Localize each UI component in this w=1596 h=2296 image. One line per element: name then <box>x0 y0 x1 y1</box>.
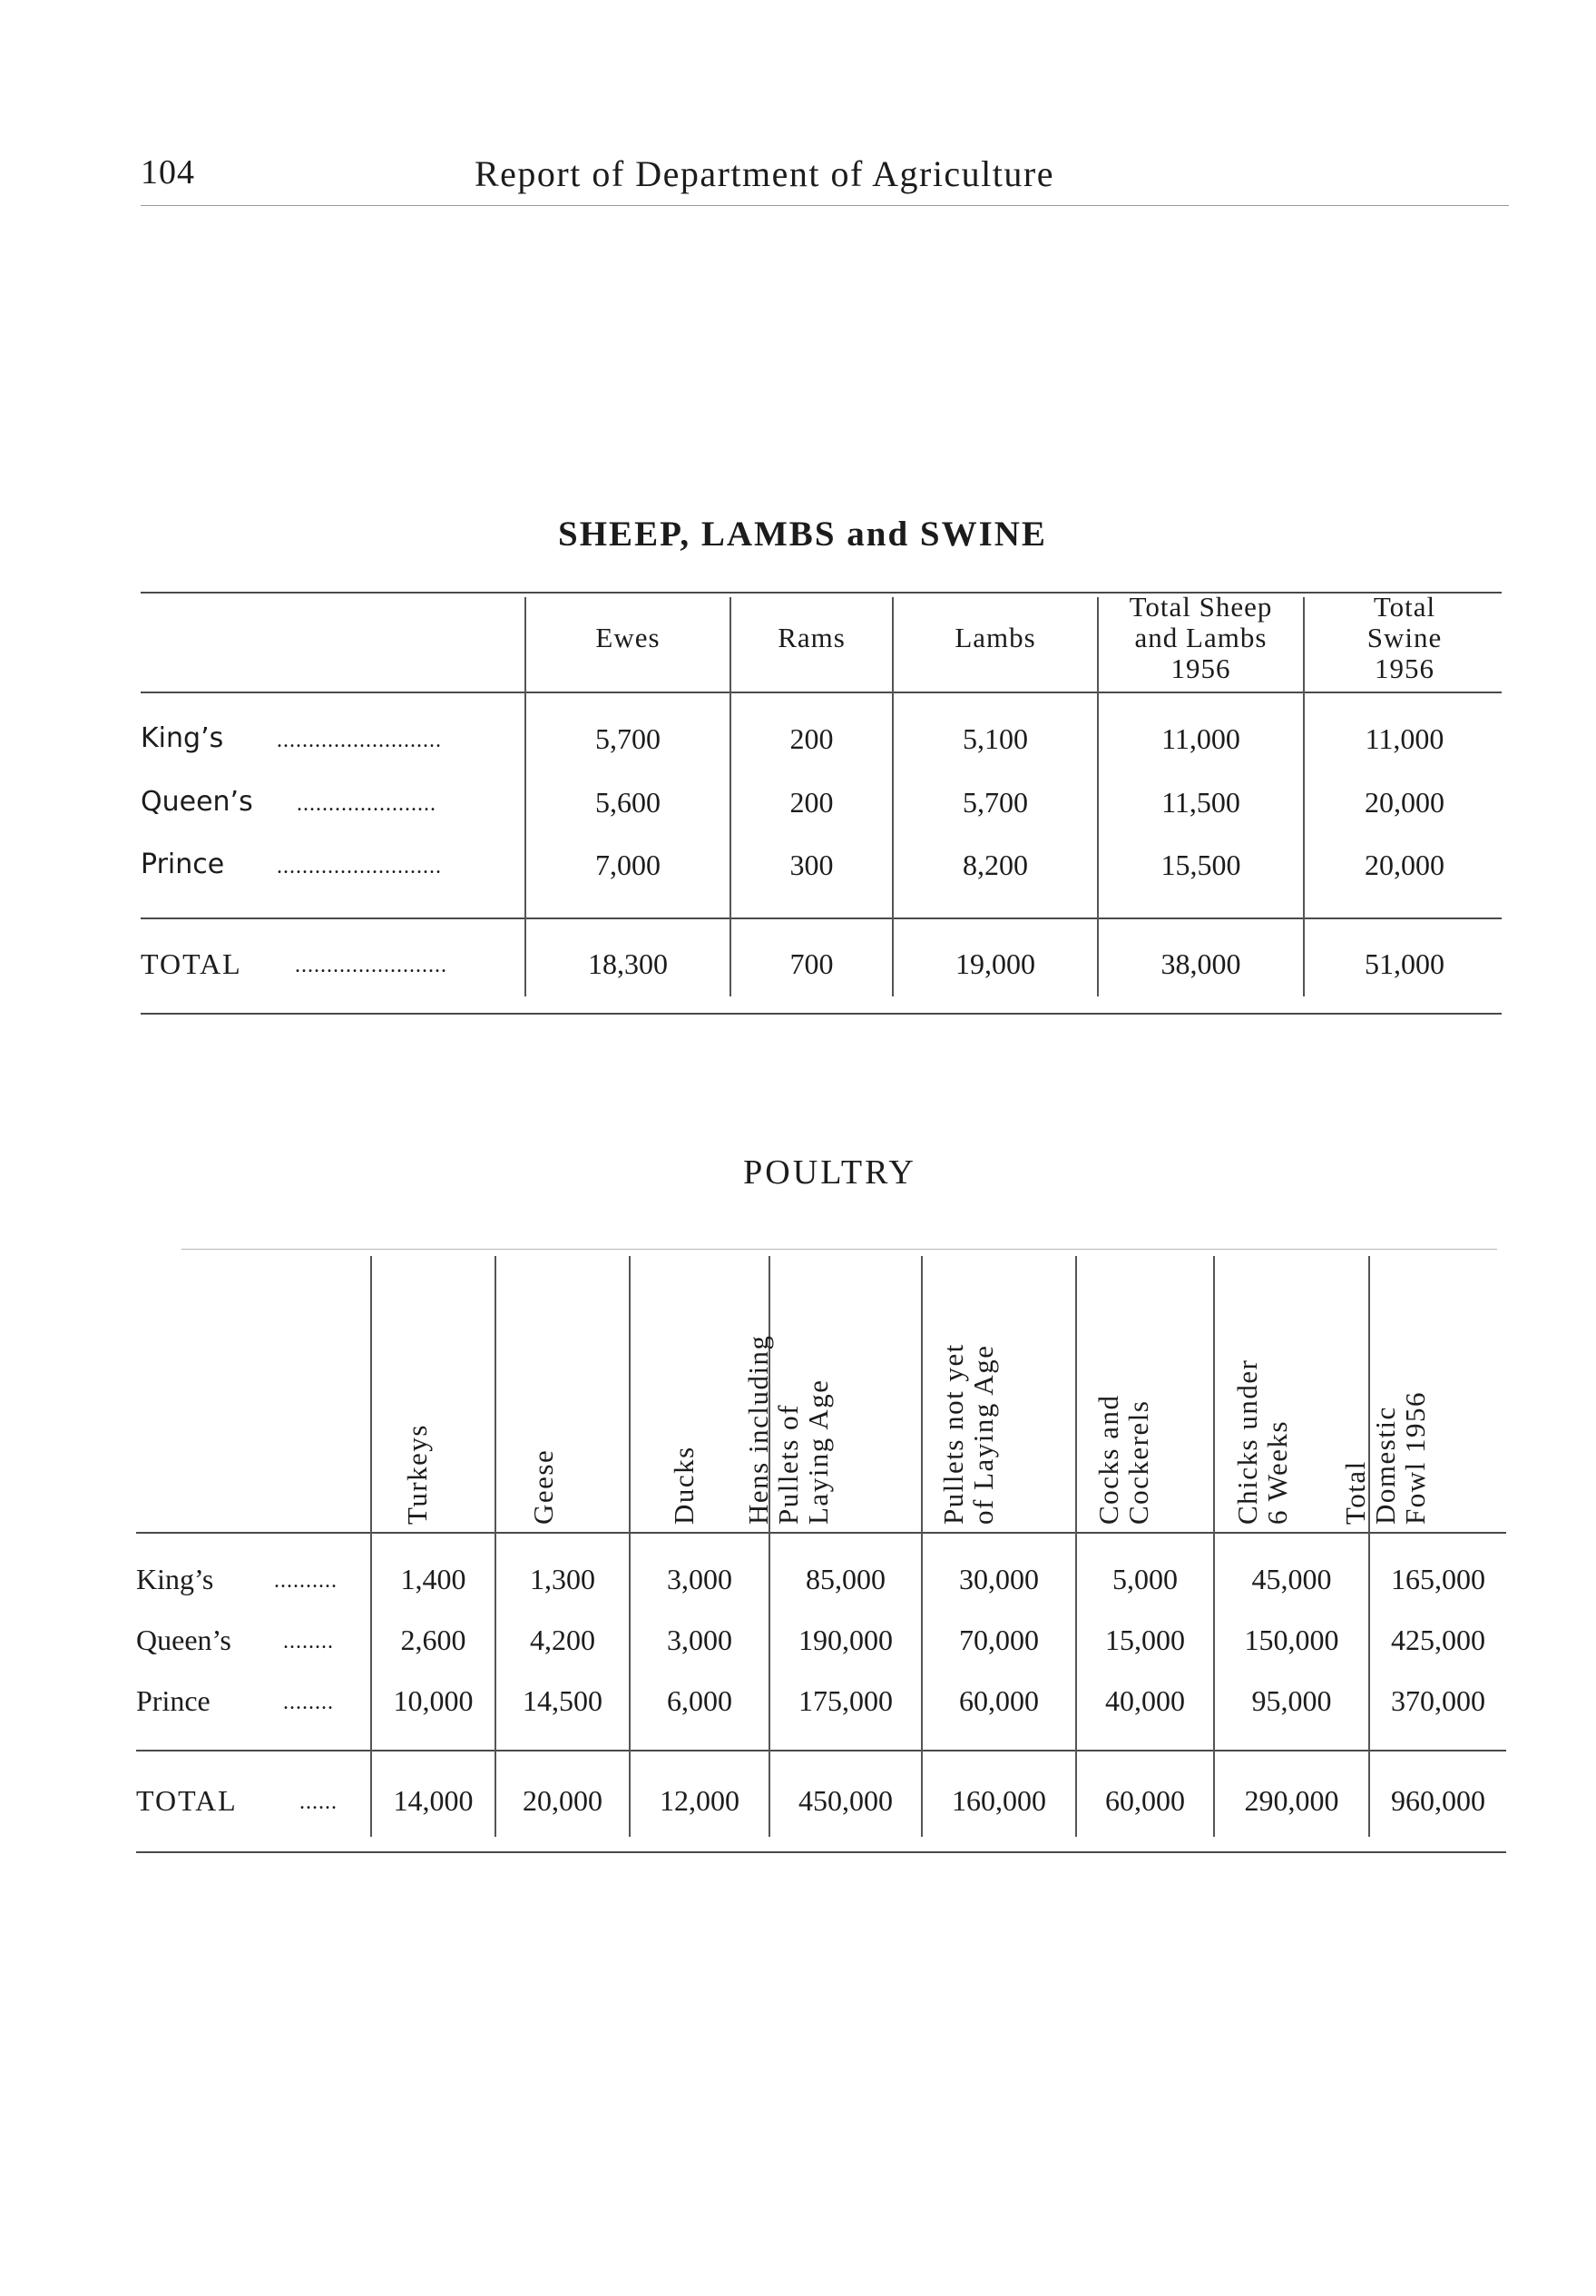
value-cell: 85,000 <box>806 1563 886 1595</box>
value-cell: 15,500 <box>1160 849 1241 881</box>
value-cell: 18,300 <box>588 947 668 980</box>
value-cell: 200 <box>789 722 834 755</box>
page-number: 104 <box>141 153 195 191</box>
sheep-col-header-ewes: Ewes <box>595 622 661 653</box>
poultry-col-divider <box>921 1256 923 1837</box>
value-cell: 51,000 <box>1365 947 1444 980</box>
value-cell: 38,000 <box>1160 947 1241 980</box>
value-cell: 14,000 <box>393 1784 474 1817</box>
value-cell: 5,000 <box>1112 1563 1178 1595</box>
value-cell: 175,000 <box>798 1684 893 1717</box>
page-header <box>141 152 1509 207</box>
dot-leader: ........ <box>283 1630 334 1653</box>
value-cell: 5,700 <box>595 722 661 755</box>
value-cell: 290,000 <box>1244 1784 1339 1817</box>
value-cell: 15,000 <box>1105 1624 1185 1656</box>
sheep-total-rule <box>141 917 1502 919</box>
poultry-col-divider <box>370 1256 372 1837</box>
value-cell: 1,400 <box>400 1563 466 1595</box>
sheep-col-header-lambs: Lambs <box>955 622 1036 653</box>
value-cell: 6,000 <box>667 1684 732 1717</box>
value-cell: 11,000 <box>1365 722 1444 755</box>
sheep-bottom-rule <box>141 1013 1502 1015</box>
value-cell: 14,500 <box>523 1684 602 1717</box>
poultry-header-rule <box>136 1532 1506 1534</box>
poultry-top-rule <box>181 1249 1497 1250</box>
value-cell: 19,000 <box>955 947 1035 980</box>
running-title: Report of Department of Agriculture <box>475 153 1054 194</box>
value-cell: 2,600 <box>400 1624 466 1656</box>
value-cell: 95,000 <box>1251 1684 1332 1717</box>
dot-leader: ........ <box>283 1691 334 1714</box>
value-cell: 300 <box>789 849 834 881</box>
value-cell: 12,000 <box>660 1784 739 1817</box>
row-label: Queen’s <box>141 786 253 818</box>
value-cell: 11,500 <box>1161 786 1240 819</box>
row-label: Queen’s <box>136 1624 231 1656</box>
value-cell: 60,000 <box>1105 1784 1185 1817</box>
dot-leader: .......... <box>274 1569 338 1593</box>
poultry-col-divider <box>1075 1256 1077 1837</box>
value-cell: 4,200 <box>530 1624 595 1656</box>
sheep-header-rule <box>141 692 1502 693</box>
dot-leader: ...... <box>299 1791 338 1814</box>
row-label: King’s <box>136 1563 214 1595</box>
value-cell: 160,000 <box>952 1784 1046 1817</box>
poultry-col-divider <box>1213 1256 1215 1837</box>
value-cell: 70,000 <box>959 1624 1039 1656</box>
value-cell: 40,000 <box>1105 1684 1185 1717</box>
value-cell: 165,000 <box>1391 1563 1485 1595</box>
value-cell: 20,000 <box>1365 786 1444 819</box>
sheep-col-header-rams: Rams <box>778 622 846 653</box>
value-cell: 960,000 <box>1391 1784 1485 1817</box>
value-cell: 150,000 <box>1244 1624 1339 1656</box>
header-rule <box>141 205 1509 206</box>
row-label: Prince <box>141 849 225 880</box>
dot-leader: ........................ <box>295 954 447 977</box>
poultry-col-divider <box>494 1256 496 1837</box>
value-cell: 200 <box>789 786 834 819</box>
poultry-col-divider <box>629 1256 631 1837</box>
row-label: Prince <box>136 1684 211 1717</box>
value-cell: 11,000 <box>1161 722 1240 755</box>
dot-leader: .......................... <box>277 729 442 752</box>
row-label: TOTAL <box>141 947 242 980</box>
value-cell: 45,000 <box>1251 1563 1332 1595</box>
row-label: King’s <box>141 722 224 754</box>
sheep-table-title: SHEEP, LAMBS and SWINE <box>558 515 1047 554</box>
poultry-total-rule <box>136 1750 1506 1751</box>
value-cell: 3,000 <box>667 1563 732 1595</box>
poultry-table-title: POULTRY <box>743 1153 916 1192</box>
sheep-col-header-total-swine: Total Swine 1956 <box>1366 591 1443 684</box>
value-cell: 7,000 <box>595 849 661 881</box>
poultry-bottom-rule <box>136 1851 1506 1853</box>
value-cell: 30,000 <box>959 1563 1039 1595</box>
value-cell: 8,200 <box>963 849 1028 881</box>
value-cell: 450,000 <box>798 1784 893 1817</box>
value-cell: 10,000 <box>393 1684 474 1717</box>
value-cell: 5,100 <box>963 722 1028 755</box>
value-cell: 425,000 <box>1391 1624 1485 1656</box>
dot-leader: .......................... <box>277 855 442 878</box>
sheep-col-header-total-sheep: Total Sheep and Lambs 1956 <box>1129 591 1273 684</box>
value-cell: 370,000 <box>1391 1684 1485 1717</box>
value-cell: 3,000 <box>667 1624 732 1656</box>
value-cell: 5,600 <box>595 786 661 819</box>
value-cell: 700 <box>789 947 834 980</box>
value-cell: 190,000 <box>798 1624 893 1656</box>
value-cell: 1,300 <box>530 1563 595 1595</box>
value-cell: 20,000 <box>523 1784 602 1817</box>
value-cell: 60,000 <box>959 1684 1039 1717</box>
value-cell: 5,700 <box>963 786 1028 819</box>
dot-leader: ...................... <box>297 792 436 816</box>
value-cell: 20,000 <box>1365 849 1444 881</box>
row-label: TOTAL <box>136 1784 238 1817</box>
